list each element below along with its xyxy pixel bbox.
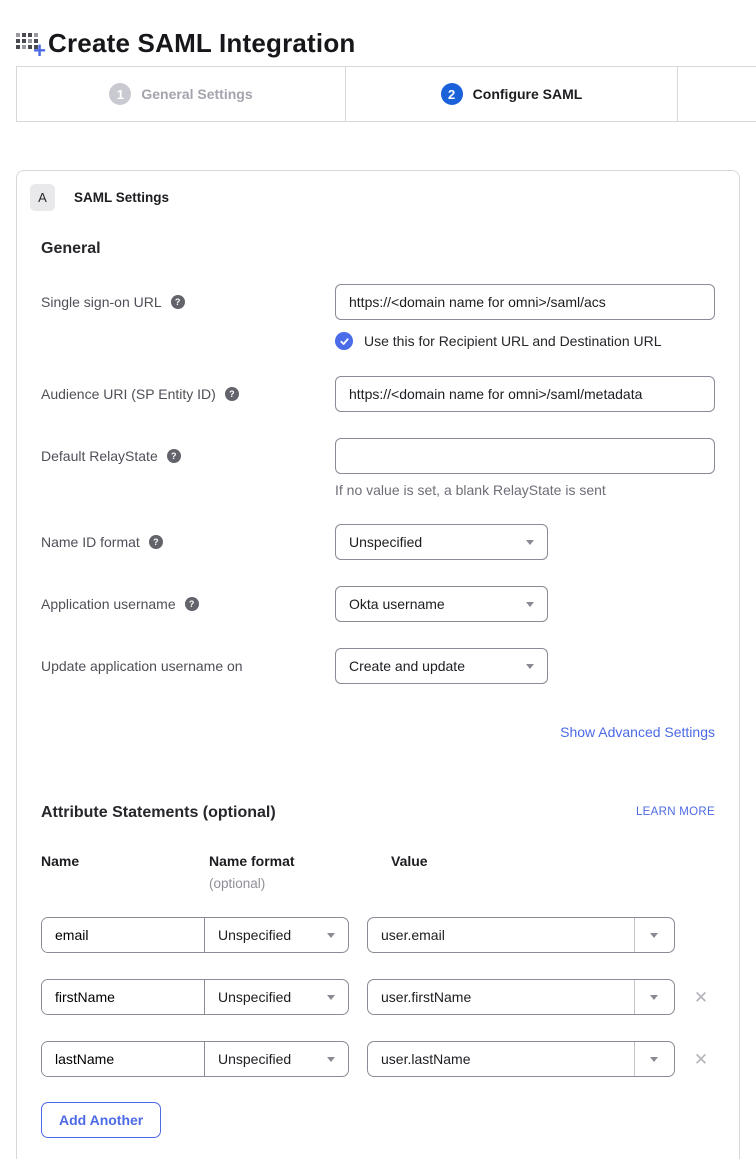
step-tab-general-settings[interactable] xyxy=(17,67,346,121)
chevron-down-icon xyxy=(327,995,335,1000)
column-header-value: Value xyxy=(391,853,428,869)
audience-uri-label: Audience URI (SP Entity ID) xyxy=(41,386,216,402)
attribute-row xyxy=(41,917,715,953)
update-username-value: Create and update xyxy=(349,658,465,674)
chevron-down-icon xyxy=(526,540,534,545)
step-tab-next[interactable] xyxy=(678,67,756,121)
general-heading: General xyxy=(41,240,101,257)
audience-uri-row xyxy=(41,376,715,412)
attribute-statements-heading: Attribute Statements (optional) xyxy=(41,804,276,821)
chevron-down-icon xyxy=(650,933,658,938)
page-title: Create SAML Integration xyxy=(48,27,356,58)
attribute-format-select[interactable]: Unspecified xyxy=(205,1042,348,1076)
help-icon[interactable]: ? xyxy=(149,535,163,549)
relay-state-label-wrap xyxy=(41,438,335,464)
attribute-row xyxy=(41,979,715,1015)
step-2-label: Configure SAML xyxy=(472,86,583,102)
show-advanced-settings-link[interactable]: Show Advanced Settings xyxy=(560,724,715,740)
app-username-select[interactable] xyxy=(335,586,548,622)
attribute-name-input[interactable] xyxy=(42,1042,205,1076)
step-tab-configure-saml[interactable] xyxy=(346,67,678,121)
audience-uri-input[interactable] xyxy=(335,376,715,412)
app-username-value: Okta username xyxy=(349,596,445,612)
delete-row-icon[interactable]: ✕ xyxy=(693,987,709,1007)
help-icon[interactable]: ? xyxy=(167,449,181,463)
chevron-down-icon xyxy=(327,933,335,938)
column-header-format-note: (optional) xyxy=(209,876,266,891)
app-username-row xyxy=(41,586,715,622)
relay-state-label: Default RelayState xyxy=(41,448,158,464)
step-1-badge: 1 xyxy=(109,83,131,105)
attribute-name-format-group xyxy=(41,979,349,1015)
app-username-label-wrap xyxy=(41,586,335,612)
chevron-down-icon xyxy=(526,664,534,669)
audience-uri-label-wrap xyxy=(41,376,335,402)
attribute-name-input[interactable] xyxy=(42,980,205,1014)
update-username-label: Update application username on xyxy=(41,658,243,674)
name-id-format-label-wrap xyxy=(41,524,335,550)
chevron-down-icon xyxy=(650,995,658,1000)
saml-settings-panel xyxy=(16,170,740,1159)
help-icon[interactable]: ? xyxy=(225,387,239,401)
panel-tab-title: SAML Settings xyxy=(74,190,170,205)
add-another-button[interactable]: Add Another xyxy=(41,1102,161,1138)
attribute-name-format-group xyxy=(41,917,349,953)
step-1-label: General Settings xyxy=(141,86,253,102)
attribute-format-select[interactable]: Unspecified xyxy=(205,980,348,1014)
help-icon[interactable]: ? xyxy=(185,597,199,611)
chevron-down-icon xyxy=(327,1057,335,1062)
attribute-value-dropdown-button[interactable] xyxy=(634,1042,674,1076)
sso-url-label: Single sign-on URL xyxy=(41,294,162,310)
attribute-value-input[interactable]: user.email xyxy=(381,927,445,943)
relay-state-row xyxy=(41,438,715,498)
sso-url-input[interactable] xyxy=(335,284,715,320)
attribute-value-combo xyxy=(367,1041,675,1077)
sso-url-label-wrap xyxy=(41,284,335,310)
step-2-badge: 2 xyxy=(441,83,463,105)
name-id-format-label: Name ID format xyxy=(41,534,140,550)
attribute-value-input[interactable]: user.lastName xyxy=(381,1051,471,1067)
app-grid-add-icon xyxy=(16,30,46,63)
attribute-value-input[interactable]: user.firstName xyxy=(381,989,472,1005)
update-username-select[interactable] xyxy=(335,648,548,684)
name-id-format-row xyxy=(41,524,715,560)
attribute-format-select[interactable]: Unspecified xyxy=(205,918,348,952)
panel-tab-row xyxy=(17,171,739,211)
sso-url-row xyxy=(41,284,715,350)
attribute-name-input[interactable] xyxy=(42,918,205,952)
update-username-row xyxy=(41,648,715,684)
recipient-destination-checkbox-row[interactable] xyxy=(335,332,715,350)
recipient-destination-checkbox-label[interactable]: Use this for Recipient URL and Destination URL xyxy=(364,333,662,349)
plus-icon: + xyxy=(33,38,46,63)
delete-row-icon[interactable]: ✕ xyxy=(693,1049,709,1069)
attribute-value-combo xyxy=(367,979,675,1015)
attribute-value-combo xyxy=(367,917,675,953)
chevron-down-icon xyxy=(526,602,534,607)
attribute-value-dropdown-button[interactable] xyxy=(634,980,674,1014)
chevron-down-icon xyxy=(650,1057,658,1062)
attribute-row xyxy=(41,1041,715,1077)
help-icon[interactable]: ? xyxy=(171,295,185,309)
name-id-format-select[interactable] xyxy=(335,524,548,560)
relay-state-input[interactable] xyxy=(335,438,715,474)
column-header-format: Name format (optional) xyxy=(209,853,381,891)
page-header xyxy=(0,0,756,64)
app-username-label: Application username xyxy=(41,596,176,612)
panel-tab-a: A xyxy=(30,184,55,211)
checkbox-checked-icon[interactable] xyxy=(335,332,353,350)
relay-state-helper: If no value is set, a blank RelayState is sent xyxy=(335,482,606,498)
attribute-value-dropdown-button[interactable] xyxy=(634,918,674,952)
column-header-name: Name xyxy=(41,853,80,869)
attribute-table-header xyxy=(41,853,715,891)
name-id-format-value: Unspecified xyxy=(349,534,423,550)
wizard-steps xyxy=(16,66,756,122)
update-username-label-wrap xyxy=(41,648,335,674)
learn-more-link[interactable]: LEARN MORE xyxy=(635,806,715,818)
attribute-name-format-group xyxy=(41,1041,349,1077)
